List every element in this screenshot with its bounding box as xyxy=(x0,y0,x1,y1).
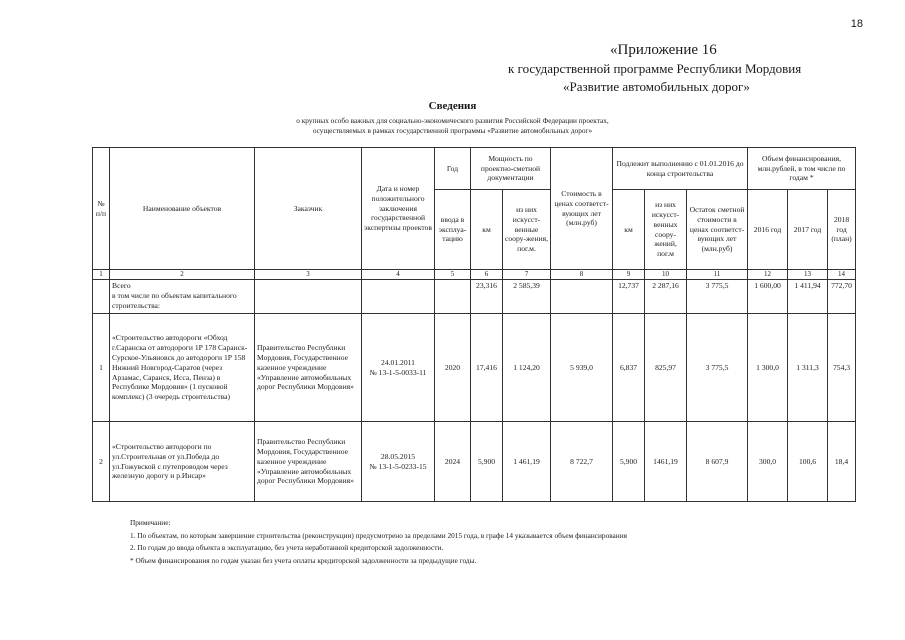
projects-table xyxy=(92,147,856,502)
column-number: 11 xyxy=(687,270,748,280)
object-name: «Строительство автодороги по ул.Строительная от ул.Победа до ул.Гожувской с путепроводом через железную дорогу и р.Инсар» xyxy=(110,422,255,502)
total-label: Всего в том числе по объектам капитального строительства: xyxy=(110,280,255,314)
column-number-row xyxy=(93,270,856,280)
total-rem-km: 12,737 xyxy=(613,280,645,314)
funding-2018: 754,3 xyxy=(828,314,856,422)
total-year xyxy=(435,280,471,314)
cost: 8 722,7 xyxy=(551,422,613,502)
column-number: 8 xyxy=(551,270,613,280)
document-subtitle-1: о крупных особо важных для социально-экономического развития Российской Федерации проектах, xyxy=(296,116,609,125)
customer: Правительство Республики Мордовия, Государственное казенное учреждение «Управление автомобильных дорог Республики Мордовия» xyxy=(255,422,362,502)
funding-2018: 18,4 xyxy=(828,422,856,502)
appendix-title: «Приложение 16 xyxy=(610,42,717,58)
customer: Правительство Республики Мордовия, Государственное казенное учреждение «Управление автомобильных дорог Республики Мордовия» xyxy=(255,314,362,422)
header-cost: Стоимость в ценах соответст-вующих лет (млн.руб) xyxy=(551,148,613,270)
row-num: 1 xyxy=(93,314,110,422)
capacity-artificial: 1 461,19 xyxy=(503,422,551,502)
remaining-cost: 3 775,5 xyxy=(687,314,748,422)
total-rem-cost: 3 775,5 xyxy=(687,280,748,314)
total-2018: 772,70 xyxy=(828,280,856,314)
commission-year: 2020 xyxy=(435,314,471,422)
table-row xyxy=(93,314,856,422)
notes xyxy=(130,517,627,567)
column-number: 2 xyxy=(110,270,255,280)
header-capacity: Мощность по проектно-сметной документации xyxy=(471,148,551,190)
column-number: 4 xyxy=(362,270,435,280)
funding-2017: 1 311,3 xyxy=(788,314,828,422)
page-number: 18 xyxy=(850,18,863,30)
header-2017: 2017 год xyxy=(788,190,828,270)
column-number: 10 xyxy=(645,270,687,280)
document-title: Сведения xyxy=(428,100,477,112)
header-remaining: Подлежит выполнению с 01.01.2016 до конца строительства xyxy=(613,148,748,190)
expertise: 28.05.2015 № 13-1-5-0233-15 xyxy=(362,422,435,502)
capacity-km: 17,416 xyxy=(471,314,503,422)
header-expertise: Дата и номер положительного заключения государственной экспертизы проектов xyxy=(362,148,435,270)
total-expertise xyxy=(362,280,435,314)
header-2018: 2018 год (план) xyxy=(828,190,856,270)
header-remaining-artificial: из них искусст-венных соору-жений, пог.м xyxy=(645,190,687,270)
appendix-program-name: «Развитие автомобильных дорог» xyxy=(563,79,750,94)
remaining-cost: 8 607,9 xyxy=(687,422,748,502)
cost: 5 939,0 xyxy=(551,314,613,422)
column-number: 3 xyxy=(255,270,362,280)
column-number: 5 xyxy=(435,270,471,280)
column-number: 14 xyxy=(828,270,856,280)
column-number: 7 xyxy=(503,270,551,280)
column-number: 13 xyxy=(788,270,828,280)
total-customer xyxy=(255,280,362,314)
header-year-commission: ввода в эксплуа-тацию xyxy=(435,190,471,270)
capacity-km: 5,900 xyxy=(471,422,503,502)
appendix-program-line: к государственной программе Республики Мордовия xyxy=(508,61,802,76)
remaining-artificial: 1461,19 xyxy=(645,422,687,502)
total-row xyxy=(93,280,856,314)
header-capacity-km: км xyxy=(471,190,503,270)
header-customer: Заказчик xyxy=(255,148,362,270)
header-remaining-km: км xyxy=(613,190,645,270)
column-number: 12 xyxy=(748,270,788,280)
remaining-km: 6,837 xyxy=(613,314,645,422)
total-rem-artificial: 2 287,16 xyxy=(645,280,687,314)
expertise: 24.01.2011 № 13-1-5-0033-11 xyxy=(362,314,435,422)
header-2016: 2016 год xyxy=(748,190,788,270)
total-2017: 1 411,94 xyxy=(788,280,828,314)
funding-2016: 1 300,0 xyxy=(748,314,788,422)
document-subtitle-2: осуществляемых в рамках государственной программы «Развитие автомобильных дорог» xyxy=(312,126,593,135)
header-num: № п/п xyxy=(93,148,110,270)
remaining-km: 5,900 xyxy=(613,422,645,502)
capacity-artificial: 1 124,20 xyxy=(503,314,551,422)
total-artificial: 2 585,39 xyxy=(503,280,551,314)
total-2016: 1 600,00 xyxy=(748,280,788,314)
header-remaining-cost: Остаток сметной стоимости в ценах соответст-вующих лет (млн.руб) xyxy=(687,190,748,270)
column-number: 6 xyxy=(471,270,503,280)
note-3: * Объем финансирования по годам указан без учета оплаты кредиторской задолженности за предыдущие годы. xyxy=(130,555,477,565)
header-year: Год xyxy=(435,148,471,190)
funding-2017: 100,6 xyxy=(788,422,828,502)
column-number: 9 xyxy=(613,270,645,280)
total-num xyxy=(93,280,110,314)
note-1: 1. По объектам, по которым завершение строительства (реконструкции) предусмотрено за пределами 2015 года, в графе 14 указывается объем финансирования xyxy=(130,530,627,540)
header-funding: Объем финансирования, млн.рублей, в том числе по годам * xyxy=(748,148,856,190)
funding-2016: 300,0 xyxy=(748,422,788,502)
note-2: 2. По годам до ввода объекта в эксплуатацию, без учета неработанной кредиторской задолженности. xyxy=(130,543,444,552)
header-capacity-artificial: из них искусст-венные соору-жения, пог.м. xyxy=(503,190,551,270)
remaining-artificial: 825,97 xyxy=(645,314,687,422)
total-km: 23,316 xyxy=(471,280,503,314)
total-cost xyxy=(551,280,613,314)
column-number: 1 xyxy=(93,270,110,280)
commission-year: 2024 xyxy=(435,422,471,502)
object-name: «Строительство автодороги «Обход г.Саранска от автодороги 1Р 178 Саранск-Сурское-Ульяновск до автодороги 1Р 158 Нижний Новгород-Саратов (через Арзамас, Саранск, Исса, Пенза) в Республике Мордовия» (1 пусковой комплекс) (3 очередь строительства) xyxy=(110,314,255,422)
row-num: 2 xyxy=(93,422,110,502)
table-row xyxy=(93,422,856,502)
notes-heading: Примечание: xyxy=(130,518,171,527)
header-name: Наименование объектов xyxy=(110,148,255,270)
